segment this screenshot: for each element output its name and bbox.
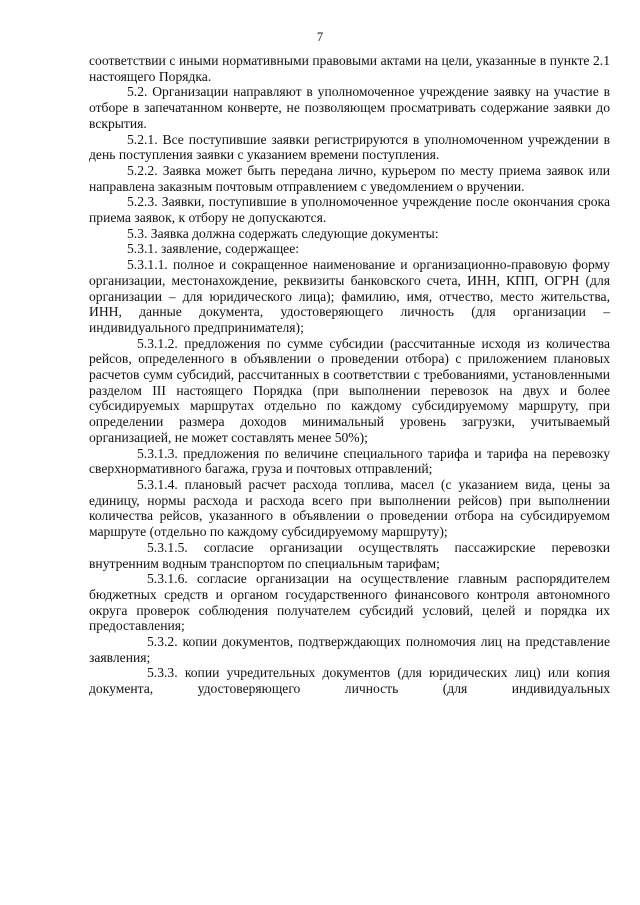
paragraph-5-2-1: 5.2.1. Все поступившие заявки регистрируются в уполномоченном учреждении в день поступления заявки с указанием времени поступления. [89, 131, 610, 163]
paragraph-5-3-1-6: 5.3.1.6. согласие организации на осуществление главным распорядителем бюджетных средств и органом государственного финансового контроля автономного округа проверок соблюдения получателем субсидий условий, целей и порядка их предоставления; [89, 571, 610, 634]
paragraph-5-2: 5.2. Организации направляют в уполномоченное учреждение заявку на участие в отборе в запечатанном конверте, не позволяющем просматривать содержание заявки до вскрытия. [89, 84, 610, 131]
paragraph-continuation: соответствии с иными нормативными правовыми актами на цели, указанные в пункте 2.1 настоящего Порядка. [89, 53, 610, 84]
paragraph-5-3: 5.3. Заявка должна содержать следующие документы: [127, 225, 439, 241]
document-body [89, 53, 610, 697]
paragraph-5-2-3: 5.2.3. Заявки, поступившие в уполномоченное учреждение после окончания срока приема заявок, к отбору не допускаются. [89, 194, 610, 226]
paragraph-5-3-3: 5.3.3. копии учредительных документов (для юридических лиц) или копия документа, удостоверяющего личность (для индивидуальных [89, 665, 610, 697]
paragraph-5-3-2: 5.3.2. копии документов, подтверждающих полномочия лиц на представление заявления; [89, 634, 610, 665]
paragraph-5-3-1-4: 5.3.1.4. плановый расчет расхода топлива, масел (с указанием вида, цены за единицу, нормы расхода и расхода всего при выполнении рейсов) при выполнении количества рейсов, указанного в объявлении о проведении отбора на субсидируемом маршруте (отдельно по каждому субсидируемому маршруту); [89, 476, 610, 540]
paragraph-5-3-1-5: 5.3.1.5. согласие организации осуществлять пассажирские перевозки внутренним водным транспортом по специальным тарифам; [89, 539, 610, 571]
paragraph-5-3-1-1: 5.3.1.1. полное и сокращенное наименование и организационно-правовую форму организации, местонахождение, реквизиты банковского счета, ИНН, КПП, ОГРН (для организации – для юридического лица); фамилию, имя, отчество, место жительства, ИНН, данные документа, удостоверяющего личность (для организации – индивидуального предпринимателя); [89, 257, 610, 335]
paragraph-5-2-2: 5.2.2. Заявка может быть передана лично, курьером по месту приема заявок или направлена заказным почтовым отправлением с уведомлением о вручении. [89, 162, 610, 194]
paragraph-5-3-1: 5.3.1. заявление, содержащее: [127, 241, 299, 257]
page-number: 7 [316, 30, 324, 44]
paragraph-5-3-1-2: 5.3.1.2. предложения по сумме субсидии (рассчитанные исходя из количества рейсов, определенного в объявлении о проведении отбора) с приложением плановых расчетов сумм субсидий, рассчитанных в соответствии с требованиями, установленными разделом III настоящего Порядка (при выполнении перевозок на двух и более субсидируемых маршрутах отдельно по каждому субсидируемому маршруту, при определении размера доходов минимальный уровень загрузки, учитываемый организацией, не может составлять менее 50%); [89, 335, 610, 445]
paragraph-5-3-1-3: 5.3.1.3. предложения по величине специального тарифа и тарифа на перевозку сверхнормативного багажа, груза и почтовых отправлений; [89, 445, 610, 477]
